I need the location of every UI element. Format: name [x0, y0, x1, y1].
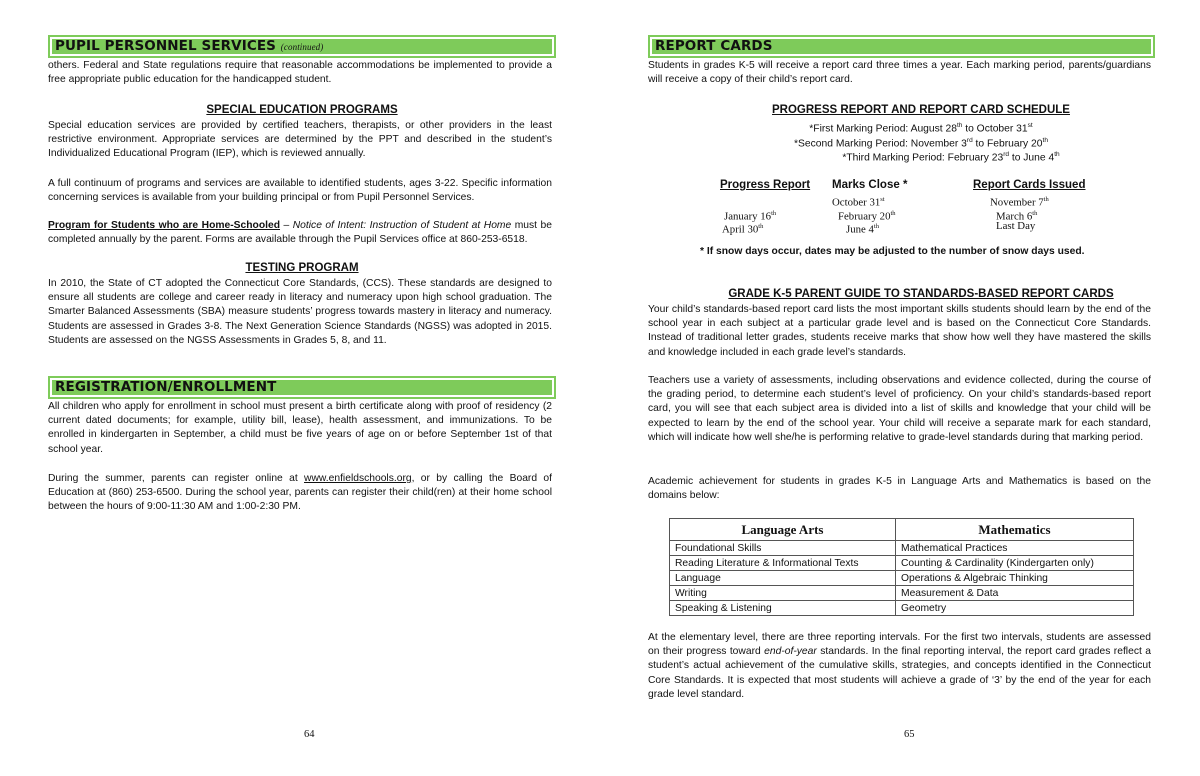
column-header-marks-close: Marks Close * [832, 179, 908, 191]
issued-1: November 7th [990, 196, 1049, 209]
registration-paragraph-1: All children who apply for enrollment in school must present a birth certificate along with proof of residency (2 current dated documents; for example, utility bill, lease), health assessment, and immunizations. To be enrolled in kindergarten in September, a child must be five years of age on or before September 1st of that school year. [48, 401, 552, 455]
domains-table [669, 518, 1134, 616]
registration-paragraph-2 [48, 472, 552, 515]
special-ed-heading: SPECIAL EDUCATION PROGRAMS [206, 104, 398, 116]
testing-paragraph: In 2010, the State of CT adopted the Connecticut Core Standards, (CCS). These standards are designed to ensure all students are college and career ready in literacy and numeracy upon high school graduation. The Smarter Balanced Assessments (SBA) measure students’ progress towards mastery in literacy and numeracy. Students are assessed in Grades 3-8. The Next Generation Science Standards (NGSS) was adopted in 2015. Students are assessed on the NGSS Assessments in Grades 5, 8, and 11. [48, 278, 552, 346]
home-school-rest: must be completed annually by the parent. Forms are available through the Pupil Services office at 860-253-6518. [48, 220, 552, 246]
page-number: 64 [304, 729, 315, 740]
special-ed-paragraph-1: Special education services are provided by certified teachers, therapists, or other providers in the least restrictive environment. Appropriate services are determined by the PPT and described in the student’s Individualized Educational Program (IEP), which is reviewed annually. [48, 120, 552, 160]
page-number: 65 [904, 729, 915, 740]
home-school-paragraph [48, 219, 552, 247]
section-header-report-cards [648, 35, 1155, 58]
section-subtitle: (continued) [280, 42, 324, 52]
issued-2: March 6th [996, 210, 1038, 223]
marks-close-3: June 4th [846, 223, 879, 236]
table-cell: Operations & Algebraic Thinking [896, 571, 1134, 586]
registration-text-a: During the summer, parents can register online at [48, 473, 305, 484]
report-cards-intro: Students in grades K-5 will receive a report card three times a year. Each marking period, parents/guardians will receive a copy of their child’s report card. [648, 60, 1151, 86]
domains-table-header-row [670, 519, 1134, 541]
table-header-mathematics: Mathematics [896, 519, 1134, 541]
section-title: REPORT CARDS [655, 38, 773, 54]
section-title: PUPIL PERSONNEL SERVICES [55, 38, 276, 54]
intro-paragraph: others. Federal and State regulations require that reasonable accommodations be implemented to provide a free appropriate public education for the handicapped student. [48, 60, 552, 86]
section-header-registration [48, 376, 556, 399]
table-row [670, 601, 1134, 616]
table-row [670, 541, 1134, 556]
parent-guide-paragraph-2: Teachers use a variety of assessments, including observations and evidence collected, during the course of the grading period, to determine each student’s level of proficiency. On your child’s standards-based report card, you will see that each subject area is divided into a list of skills and knowledge that your child will be expected to learn by the end of the school year. Your child will receive a separate mark for each standard, which will indicate how well she/he is performing relative to grade-level standards during that marking period. [648, 375, 1151, 443]
table-header-language-arts: Language Arts [670, 519, 896, 541]
progress-report-3: April 30th [722, 223, 764, 236]
table-cell: Language [670, 571, 896, 586]
table-row [670, 571, 1134, 586]
table-cell: Reading Literature & Informational Texts [670, 556, 896, 571]
issued-3: Last Day [996, 220, 1036, 232]
district-website-link[interactable]: www.enfieldschools.org [304, 473, 412, 484]
column-header-progress-report: Progress Report [720, 179, 811, 191]
table-cell: Measurement & Data [896, 586, 1134, 601]
home-school-label: Program for Students who are Home-Schooled [48, 220, 281, 231]
home-school-form-name: Notice of Intent: Instruction of Student at Home [292, 220, 512, 231]
progress-report-2: January 16th [724, 210, 777, 223]
first-marking-period: *First Marking Period: August 28th to October 31st [809, 122, 1033, 135]
special-ed-paragraph-2: A full continuum of programs and services are available to identified students, ages 3-22. Specific information concerning services is available from your building principal or from Pupil Personnel Services. [48, 178, 552, 204]
table-cell: Speaking & Listening [670, 601, 896, 616]
table-row [670, 556, 1134, 571]
parent-guide-paragraph-3: Academic achievement for students in grades K-5 in Language Arts and Mathematics is based on the domains below: [648, 476, 1151, 502]
testing-heading: TESTING PROGRAM [245, 262, 359, 274]
second-marking-period: *Second Marking Period: November 3rd to February 20th [794, 137, 1048, 150]
table-cell: Mathematical Practices [896, 541, 1134, 556]
end-of-year-emphasis: end-of-year [764, 646, 817, 658]
column-header-report-cards-issued: Report Cards Issued [973, 179, 1086, 191]
snow-days-note: * If snow days occur, dates may be adjusted to the number of snow days used. [700, 246, 1085, 257]
table-cell: Foundational Skills [670, 541, 896, 556]
third-marking-period: *Third Marking Period: February 23rd to June 4th [842, 151, 1060, 164]
table-cell: Geometry [896, 601, 1134, 616]
marks-close-2: February 20th [838, 210, 896, 223]
parent-guide-heading: GRADE K-5 PARENT GUIDE TO STANDARDS-BASED REPORT CARDS [728, 288, 1114, 300]
table-cell: Counting & Cardinality (Kindergarten only) [896, 556, 1134, 571]
table-row [670, 586, 1134, 601]
schedule-heading: PROGRESS REPORT AND REPORT CARD SCHEDULE [772, 104, 1070, 116]
parent-guide-paragraph-1: Your child’s standards-based report card lists the most important skills students should learn by the end of the school year in each subject at a particular grade level and is based on the Connecticut Core Standards. Instead of traditional letter grades, students receive marks that show how well they have mastered the skills and knowledge included in each grade level’s standards. [648, 304, 1151, 358]
closing-paragraph: At the elementary level, there are three reporting intervals. For the first two intervals, students are assessed on their progress toward end-of-year standards. In the final reporting interval, the report card grades reflect a student’s actual achievement of the cumulative skills, strategies, and concepts identified in the Connecticut Core Standards. It is expected that most students will achieve a grade of ‘3’ by the end of the year for each grade level standard. [648, 632, 1151, 700]
marks-close-1: October 31st [832, 196, 885, 209]
section-title: REGISTRATION/ENROLLMENT [55, 379, 277, 395]
right-page [600, 0, 1200, 776]
section-header-pupil-personnel [48, 35, 556, 58]
registration-text-b: , or by calling the Board of Education at (860) 253-6500. During the school year, parents can register their child(ren) at their home school between the hours of 9:00-11:30 AM and 1:00-2:30 PM. [48, 473, 552, 513]
home-school-dash: – [280, 220, 293, 231]
table-cell: Writing [670, 586, 896, 601]
